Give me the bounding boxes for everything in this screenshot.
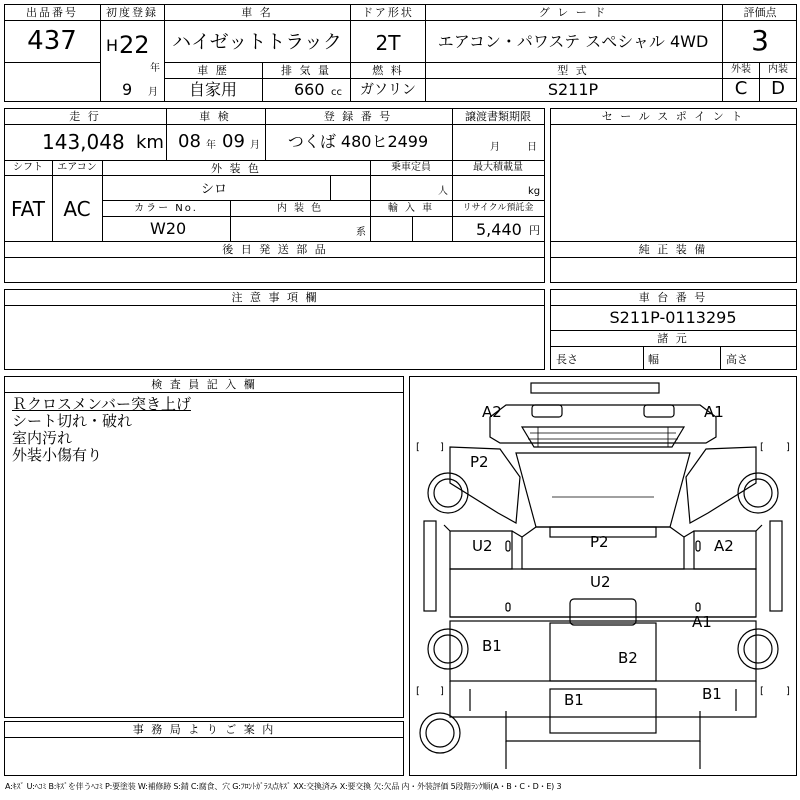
inspection-label: 車 検: [199, 110, 231, 123]
interior-color-unit: 系: [356, 227, 366, 238]
exterior-grade-label: 外装: [731, 64, 751, 75]
notes-label: 注 意 事 項 欄: [231, 291, 319, 304]
sales-point-label: セ ー ル ス ポ イ ン ト: [601, 110, 745, 123]
first-registration-label: 初度登録: [106, 6, 158, 19]
registration-year: 22: [119, 31, 150, 59]
inspector-note: 室内汚れ: [12, 429, 73, 447]
era: H: [106, 36, 119, 55]
displacement-unit: cc: [331, 87, 342, 98]
exterior-color-label: 外 装 色: [211, 162, 261, 175]
color-number-label: カラー No.: [134, 203, 198, 214]
rear-bumper: [506, 711, 700, 741]
ac: AC: [63, 197, 91, 221]
interior-color-label: 内 装 色: [276, 203, 324, 214]
width-label: 幅: [648, 353, 659, 366]
recycle-fee: 5,440: [476, 220, 522, 239]
auction-score: 3: [751, 24, 769, 57]
later-parts-label: 後 日 発 送 部 品: [222, 243, 328, 256]
ac-label: エアコン: [57, 162, 97, 173]
mark-left-door: A2: [714, 537, 734, 555]
bracket: [: [416, 686, 420, 697]
registration-month: 9: [122, 80, 133, 99]
mileage-label: 走 行: [69, 110, 101, 123]
grade-label: グ レ ー ド: [538, 6, 608, 19]
bracket: [: [416, 442, 420, 453]
displacement: 660: [294, 80, 325, 99]
legend: A:ｷｽﾞ U:ﾍｺﾐ B:ｷｽﾞを伴うﾍｺﾐ P:要塗装 W:補修跡 S:錆 C:腐食、穴 G:ﾌﾛﾝﾄｶﾞﾗｽ点ｷｽﾞ XX:交換済み X:要交換 欠:欠品 内・外装評価 5段階ﾗﾝｸ順(A・B・C・D・E) 3: [5, 782, 562, 791]
spec-label: 諸 元: [657, 332, 689, 345]
mark-left-bed: A1: [692, 613, 712, 631]
door-type-label: ドア形状: [362, 6, 414, 19]
genuine-equipment-label: 純 正 装 備: [638, 243, 708, 256]
mileage: 143,048: [42, 130, 125, 154]
model-label: 型 式: [557, 64, 589, 77]
capacity-label: 乗車定員: [391, 162, 431, 173]
exterior-grade: C: [734, 78, 748, 99]
shift-label: シフト: [13, 162, 43, 173]
mark-right-door: U2: [472, 537, 493, 555]
mileage-unit: km: [136, 132, 164, 153]
car-name-label: 車 名: [241, 6, 273, 19]
model-code: S211P: [547, 80, 599, 99]
length-label: 長さ: [556, 353, 578, 366]
windshield: [522, 427, 684, 447]
inspector-label: 検 査 員 記 入 欄: [151, 378, 257, 391]
left-step: [770, 521, 782, 611]
bracket: ]: [786, 686, 790, 697]
mark-left-rear: B1: [702, 685, 722, 703]
shift: FAT: [10, 197, 46, 221]
mark-front-right: A2: [482, 403, 502, 421]
front-bumper: [490, 405, 716, 443]
cab-roof: [516, 453, 690, 527]
grade: エアコン・パワステ スペシャル 4WD: [437, 32, 709, 51]
color-number: W20: [150, 219, 187, 238]
score-label: 評価点: [743, 6, 777, 19]
vehicle-diagram: [409, 376, 797, 776]
inspector-note: Ｒクロスメンバー突き上げ: [12, 395, 191, 413]
interior-grade: D: [771, 78, 785, 99]
inspection-month-unit: 月: [250, 140, 260, 151]
recycle-fee-label: リサイクル預託金: [462, 203, 534, 213]
front-marker: [531, 383, 659, 393]
mark-rear-gate: B1: [564, 691, 584, 709]
fuel: ガソリン: [360, 82, 416, 98]
bracket: [: [760, 442, 764, 453]
fuel-label: 燃 料: [372, 64, 404, 77]
transfer-deadline-label: 譲渡書類期限: [465, 110, 531, 123]
car-history: 自家用: [188, 80, 238, 99]
height-label: 高さ: [726, 353, 748, 366]
mark-front-left: A1: [704, 403, 724, 421]
door-type: 2T: [375, 31, 401, 55]
inspection-year-unit: 年: [206, 140, 216, 151]
lot-number: 437: [27, 26, 77, 56]
transfer-month: 月: [490, 142, 500, 153]
mark-bed-front: U2: [590, 573, 611, 591]
car-name: ハイゼットトラック: [172, 31, 342, 53]
bed-floor: [550, 623, 656, 681]
transfer-day: 日: [527, 142, 537, 153]
office-notice-label: 事 務 局 よ り ご 案 内: [132, 723, 276, 736]
bracket: ]: [440, 442, 444, 453]
recycle-fee-unit: 円: [529, 224, 540, 237]
displacement-label: 排 気 量: [281, 64, 331, 77]
inspector-note: シート切れ・破れ: [12, 412, 133, 430]
bracket: [: [760, 686, 764, 697]
exterior-color: シロ: [200, 182, 228, 197]
left-front-fender: [686, 447, 756, 523]
mark-right-rear-fender: B1: [482, 637, 502, 655]
lot-number-label: 出品番号: [26, 6, 78, 19]
inspector-note: 外装小傷有り: [12, 446, 103, 464]
car-history-label: 車 歴: [197, 64, 229, 77]
mark-cab-back: P2: [590, 533, 609, 551]
plate-number: つくば 480ヒ2499: [287, 132, 429, 151]
month-unit: 月: [148, 87, 158, 98]
max-load-label: 最大積載量: [473, 162, 523, 173]
inspection-year: 08: [178, 131, 201, 152]
inspection-month: 09: [222, 131, 245, 152]
max-load-unit: kg: [528, 186, 541, 197]
mark-bed-center: B2: [618, 649, 638, 667]
mark-right-front-fender: P2: [470, 453, 489, 471]
plate-label: 登 録 番 号: [323, 110, 393, 123]
chassis-number-label: 車 台 番 号: [638, 291, 708, 304]
interior-grade-label: 内装: [768, 64, 788, 75]
inspector-notes: [12, 396, 191, 464]
bracket: ]: [440, 686, 444, 697]
bracket: ]: [786, 442, 790, 453]
import-car-label: 輸 入 車: [387, 203, 435, 214]
capacity-unit: 人: [438, 186, 448, 197]
right-step: [424, 521, 436, 611]
chassis-number: S211P-0113295: [609, 308, 737, 327]
year-unit: 年: [150, 63, 160, 74]
